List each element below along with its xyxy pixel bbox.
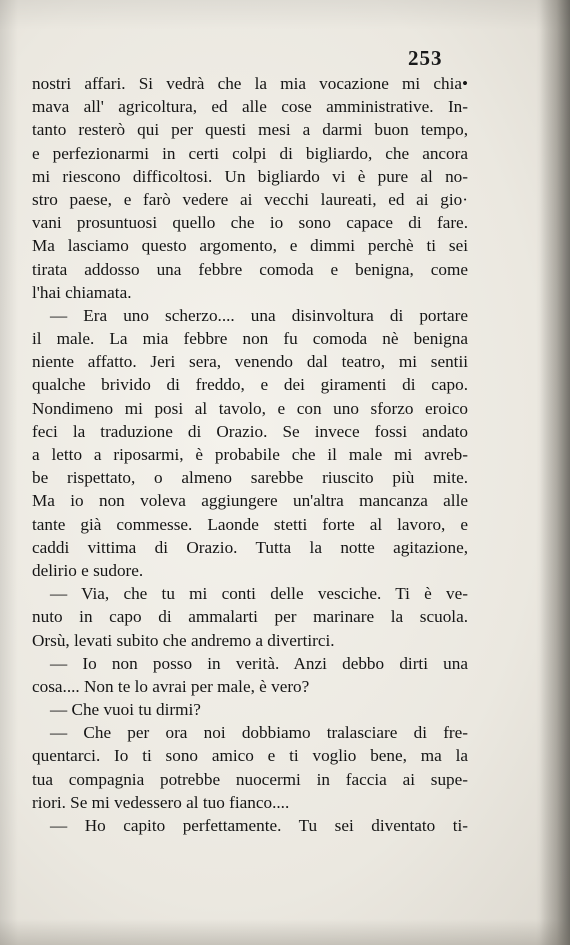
- text-line: niente affatto. Jeri sera, venendo dal teatro, mi sentii: [32, 352, 468, 372]
- text-line: mi riescono difficoltosi. Un bigliardo vi è pure al no-: [32, 166, 468, 186]
- text-line: Orsù, levati subito che andremo a divertirci.: [32, 630, 335, 650]
- text-line: nuto in capo di ammalarti per marinare la scuola.: [32, 607, 468, 627]
- text-line: vani prosuntuosi quello che io sono capace di fare.: [32, 213, 468, 233]
- text-line: stro paese, e farò vedere ai vecchi laureati, ed ai gio·: [32, 189, 468, 209]
- text-line: tirata addosso una febbre comoda e benigna, come: [32, 259, 468, 279]
- text-line: e perfezionarmi in certi colpi di bigliardo, che ancora: [32, 143, 468, 163]
- text-line: — Che per ora noi dobbiamo tralasciare di fre-: [50, 723, 468, 743]
- text-line: — Via, che tu mi conti delle vesciche. Ti è ve-: [50, 584, 468, 604]
- text-line: riori. Se mi vedessero al tuo fianco....: [32, 792, 290, 812]
- text-line: — Che vuoi tu dirmi?: [50, 700, 201, 720]
- text-line: il male. La mia febbre non fu comoda nè benigna: [32, 329, 468, 349]
- text-line: Ma lasciamo questo argomento, e dimmi perchè ti sei: [32, 236, 468, 256]
- text-line: qualche brivido di freddo, e dei giramenti di capo.: [32, 375, 468, 395]
- page-edge-shadow: [540, 0, 570, 945]
- page-bottom-shadow: [0, 919, 570, 945]
- text-line: cosa.... Non te lo avrai per male, è vero?: [32, 676, 310, 696]
- text-line: nostri affari. Si vedrà che la mia vocazione mi chia•: [32, 74, 468, 93]
- text-line: — Ho capito perfettamente. Tu sei diventato ti-: [50, 816, 468, 835]
- text-line: tante già commesse. Laonde stetti forte al lavoro, e: [32, 514, 468, 534]
- text-line: tua compagnia potrebbe nuocermi in faccia ai supe-: [32, 769, 468, 789]
- text-line: be rispettato, o almeno sarebbe riuscito più mite.: [32, 468, 468, 488]
- text-line: feci la traduzione di Orazio. Se invece fossi andato: [32, 421, 468, 441]
- text-line: mava all' agricoltura, ed alle cose amministrative. In-: [32, 97, 468, 117]
- text-line: delirio e sudore.: [32, 560, 144, 580]
- text-line: tanto resterò qui per questi mesi a darmi buon tempo,: [32, 120, 468, 140]
- text-line: a letto a riposarmi, è probabile che il male mi avreb-: [32, 445, 468, 464]
- text-line: caddi vittima di Orazio. Tutta la notte agitazione,: [32, 537, 468, 557]
- text-line: quentarci. Io ti sono amico e ti voglio bene, ma la: [32, 746, 468, 766]
- text-line: Ma io non voleva aggiungere un'altra mancanza alle: [32, 491, 468, 511]
- page-number: 253: [408, 46, 443, 70]
- text-line: — Io non posso in verità. Anzi debbo dirti una: [50, 653, 468, 673]
- text-line: l'hai chiamata.: [32, 282, 132, 302]
- text-line: Nondimeno mi posi al tavolo, e con uno sforzo eroico: [32, 398, 468, 418]
- text-line: — Era uno scherzo.... una disinvoltura di portare: [50, 305, 468, 325]
- body-text: [32, 72, 468, 837]
